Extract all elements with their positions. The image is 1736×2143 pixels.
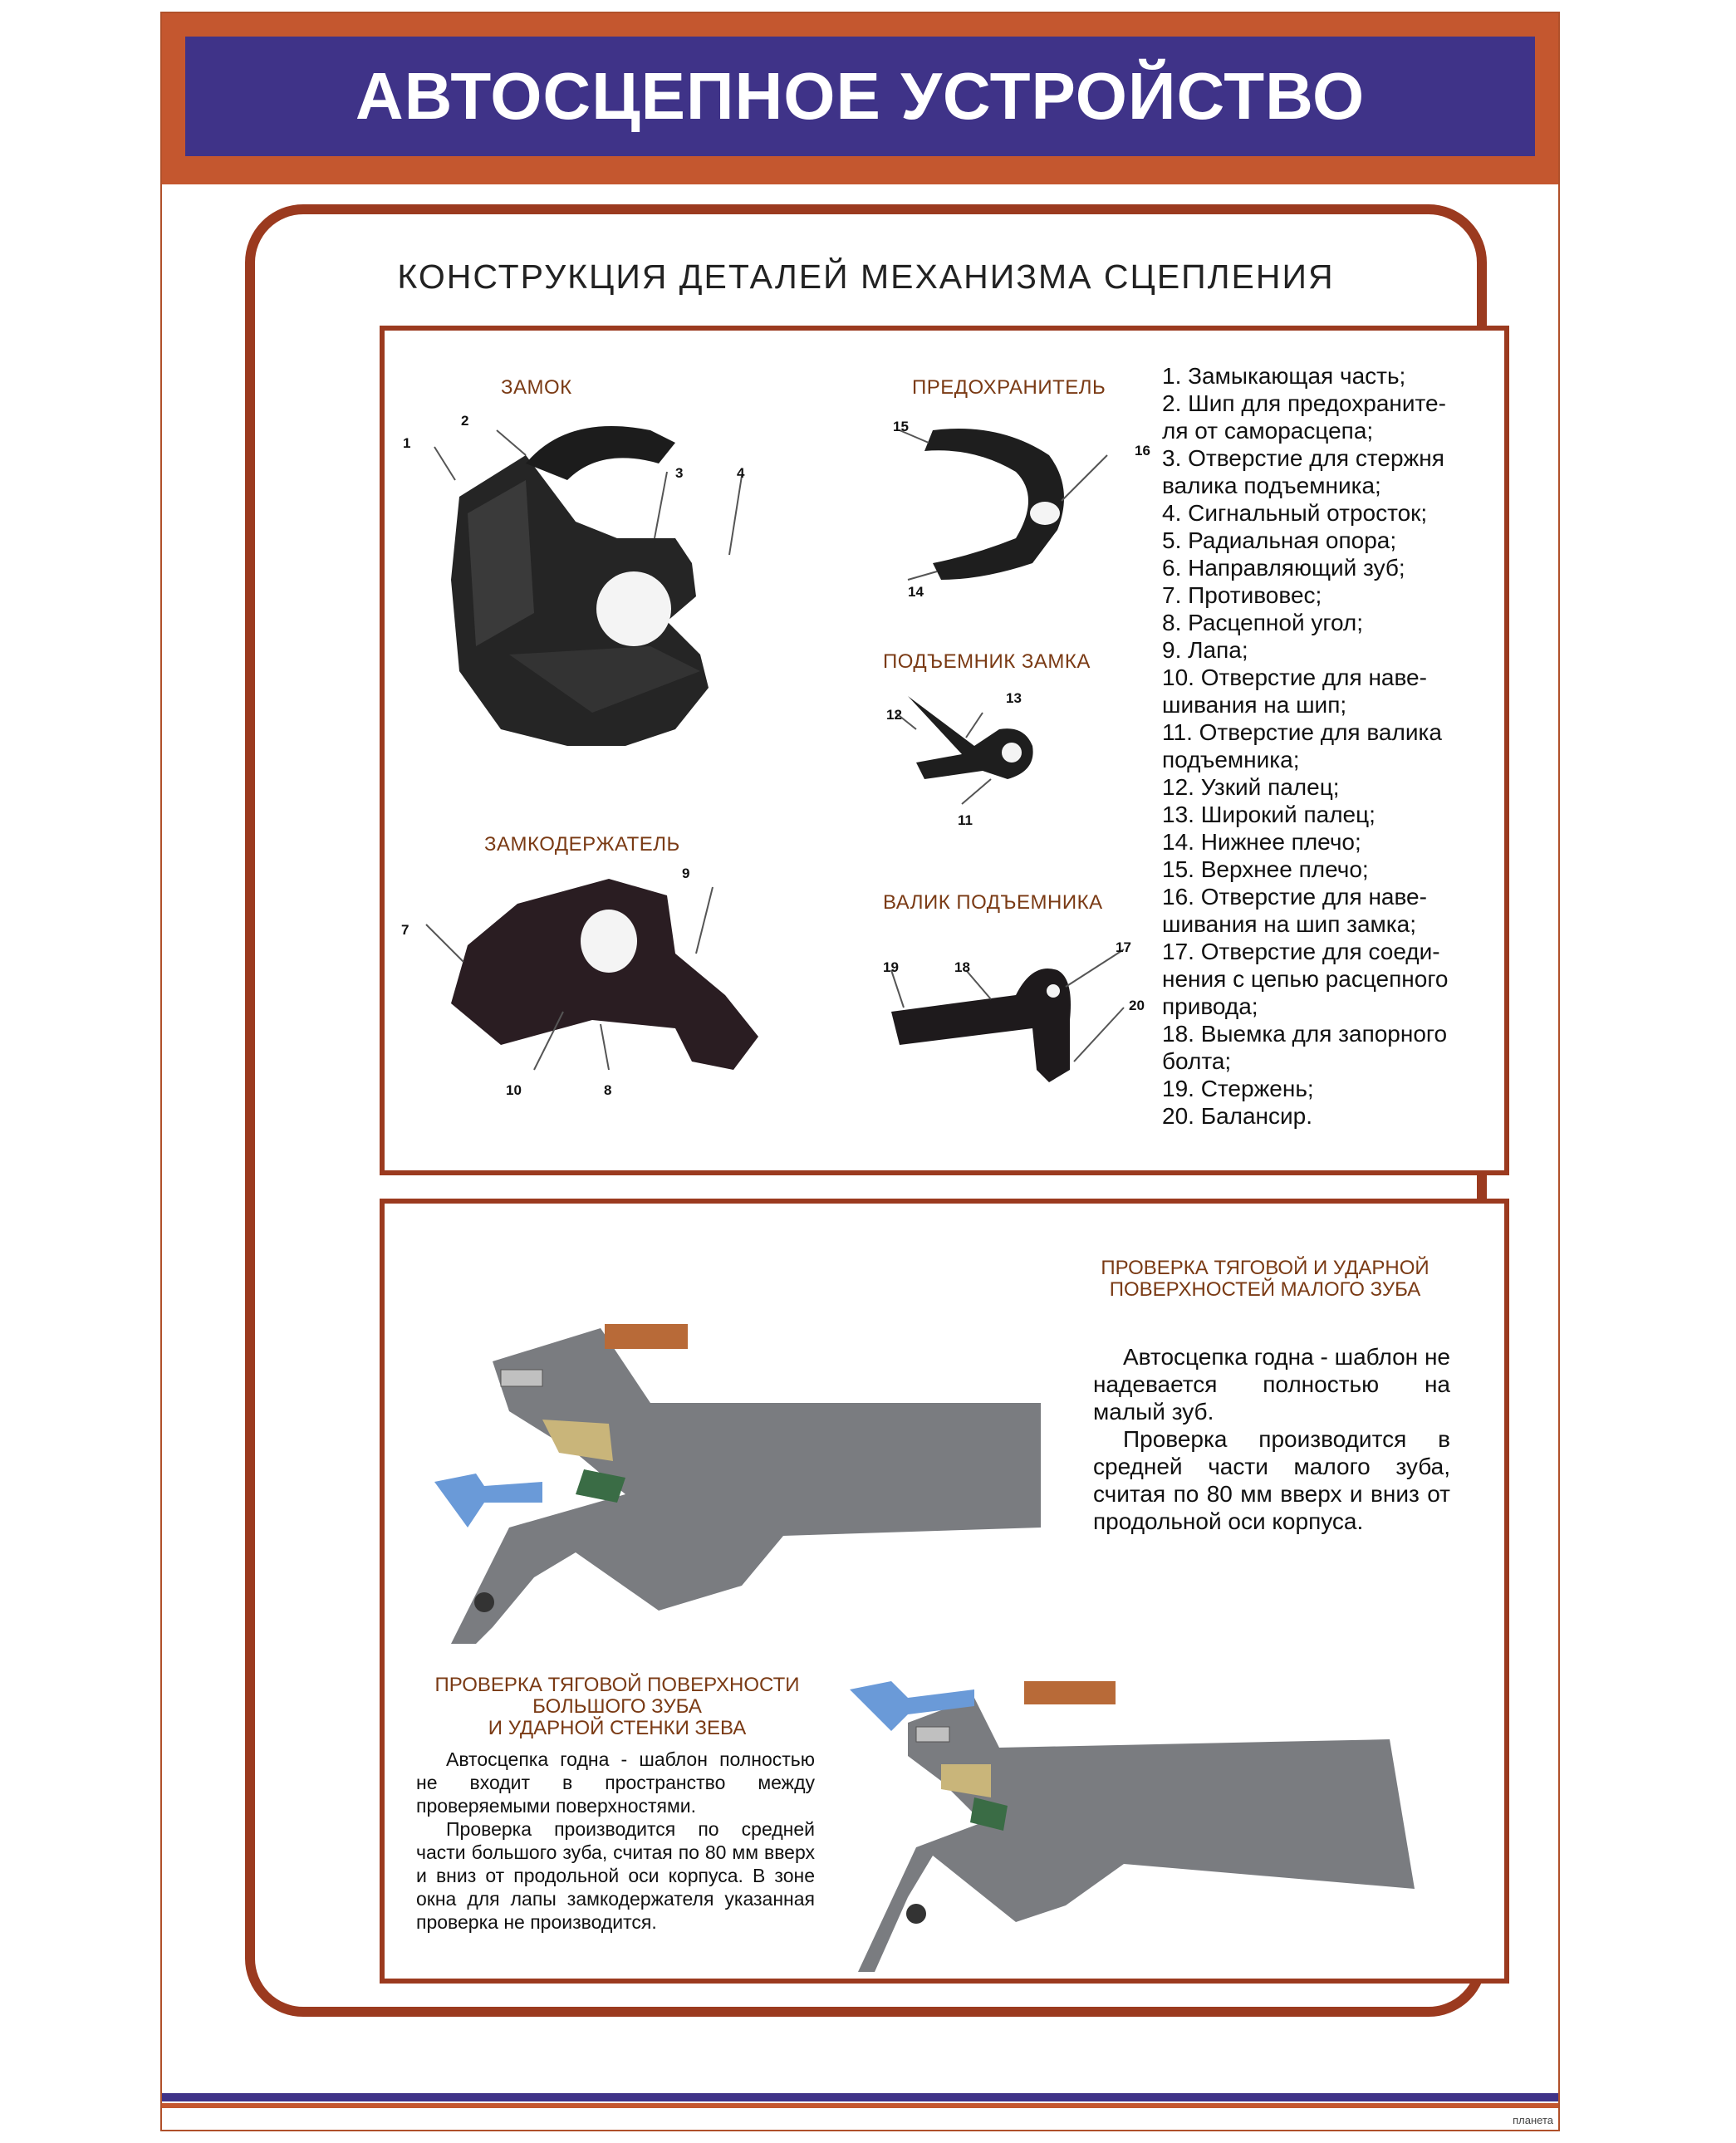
legend-item: 5. Радиальная опора;: [1162, 527, 1397, 553]
num-13: 13: [1006, 690, 1022, 706]
predohranitel-image: [883, 405, 1132, 605]
legend-item: 15. Верхнее плечо;: [1162, 856, 1369, 882]
num-11: 11: [958, 812, 973, 828]
header-strip: [162, 179, 1558, 184]
check1-title: ПРОВЕРКА ТЯГОВОЙ И УДАРНОЙ ПОВЕРХНОСТЕЙ МАЛОГО ЗУБА: [1101, 1257, 1430, 1301]
legend-item: 19. Стержень;: [1162, 1076, 1314, 1101]
podemnik-image: [883, 679, 1099, 829]
legend-item: 8. Расцепной угол;: [1162, 610, 1364, 635]
num-7: 7: [401, 922, 409, 938]
num-4: 4: [737, 465, 745, 481]
page-title: АВТОСЦЕПНОЕ УСТРОЙСТВО: [355, 59, 1366, 133]
check2-text: Автосцепка годна - шаблон полностью не входит в пространство между проверяемыми поверхностями. Проверка производится по средней части большого зуба, считая по 80 мм вверх и вниз от продольной оси корпуса. В зоне окна для лапы замкодержателя указанная проверка не производится.: [416, 1748, 815, 1933]
zamkoderzhatel-image: [401, 862, 783, 1111]
check2-title: ПРОВЕРКА ТЯГОВОЙ ПОВЕРХНОСТИ БОЛЬШОГО ЗУБА И УДАРНОЙ СТЕНКИ ЗЕВА: [434, 1674, 800, 1739]
valik-image: [883, 929, 1149, 1111]
legend-item: 17. Отверстие для соеди- нения с цепью расцепного привода;: [1162, 939, 1449, 1019]
num-10: 10: [506, 1082, 522, 1098]
legend-item: 14. Нижнее плечо;: [1162, 829, 1361, 855]
footer-bar: [162, 2093, 1558, 2101]
legend-item: 6. Направляющий зуб;: [1162, 555, 1405, 581]
legend-item: 16. Отверстие для наве- шивания на шип замка;: [1162, 884, 1427, 937]
coupler-check-small-tooth-image: [409, 1278, 1074, 1644]
num-9: 9: [682, 866, 690, 881]
label-zamok: ЗАМОК: [501, 376, 572, 399]
legend-item: 1. Замыкающая часть;: [1162, 363, 1406, 389]
legend-list: [1162, 362, 1494, 1130]
legend-item: 7. Противовес;: [1162, 582, 1322, 608]
num-15: 15: [893, 419, 909, 434]
legend-item: 3. Отверстие для стержня валика подъемника;: [1162, 445, 1444, 498]
coupler-check-large-tooth-image: [850, 1656, 1506, 1989]
legend-item: 13. Широкий палец;: [1162, 802, 1376, 827]
num-19: 19: [883, 959, 899, 975]
label-zamkoderzhatel: ЗАМКОДЕРЖАТЕЛЬ: [484, 833, 680, 856]
content-frame: [245, 204, 1487, 2017]
label-predohranitel: ПРЕДОХРАНИТЕЛЬ: [912, 376, 1106, 399]
checks-panel: [380, 1199, 1509, 1984]
legend-item: 2. Шип для предохраните- ля от саморасцепа;: [1162, 390, 1446, 444]
num-16: 16: [1135, 443, 1150, 459]
legend-item: 12. Узкий палец;: [1162, 774, 1340, 800]
num-17: 17: [1116, 939, 1131, 955]
poster: [160, 12, 1560, 2131]
legend-item: 10. Отверстие для наве- шивания на шип;: [1162, 664, 1427, 718]
legend-item: 11. Отверстие для валика подъемника;: [1162, 719, 1442, 772]
label-podemnik: ПОДЪЕМНИК ЗАМКА: [883, 650, 1091, 673]
check1-text: Автосцепка годна - шаблон не надевается полностью на малый зуб. Проверка производится в средней части малого зуба, считая по 80 мм вверх и вниз от продольной оси корпуса.: [1093, 1344, 1450, 1534]
zamok-image: [401, 397, 758, 787]
section-title: КОНСТРУКЦИЯ ДЕТАЛЕЙ МЕХАНИЗМА СЦЕПЛЕНИЯ: [397, 257, 1335, 296]
publisher-logo: планета: [1513, 2114, 1553, 2126]
footer-strip: [162, 2103, 1558, 2108]
legend-item: 18. Выемка для запорного болта;: [1162, 1021, 1448, 1074]
label-valik: ВАЛИК ПОДЪЕМНИКА: [883, 891, 1103, 914]
num-18: 18: [954, 959, 970, 975]
num-14: 14: [908, 584, 924, 600]
num-1: 1: [403, 435, 411, 451]
legend-item: 4. Сигнальный отросток;: [1162, 500, 1428, 526]
legend-item: 20. Балансир.: [1162, 1103, 1313, 1129]
num-8: 8: [604, 1082, 612, 1098]
num-20: 20: [1129, 998, 1145, 1013]
num-12: 12: [886, 707, 902, 723]
legend-item: 9. Лапа;: [1162, 637, 1248, 663]
parts-panel: [380, 326, 1509, 1175]
num-2: 2: [461, 413, 469, 429]
num-3: 3: [675, 465, 684, 481]
